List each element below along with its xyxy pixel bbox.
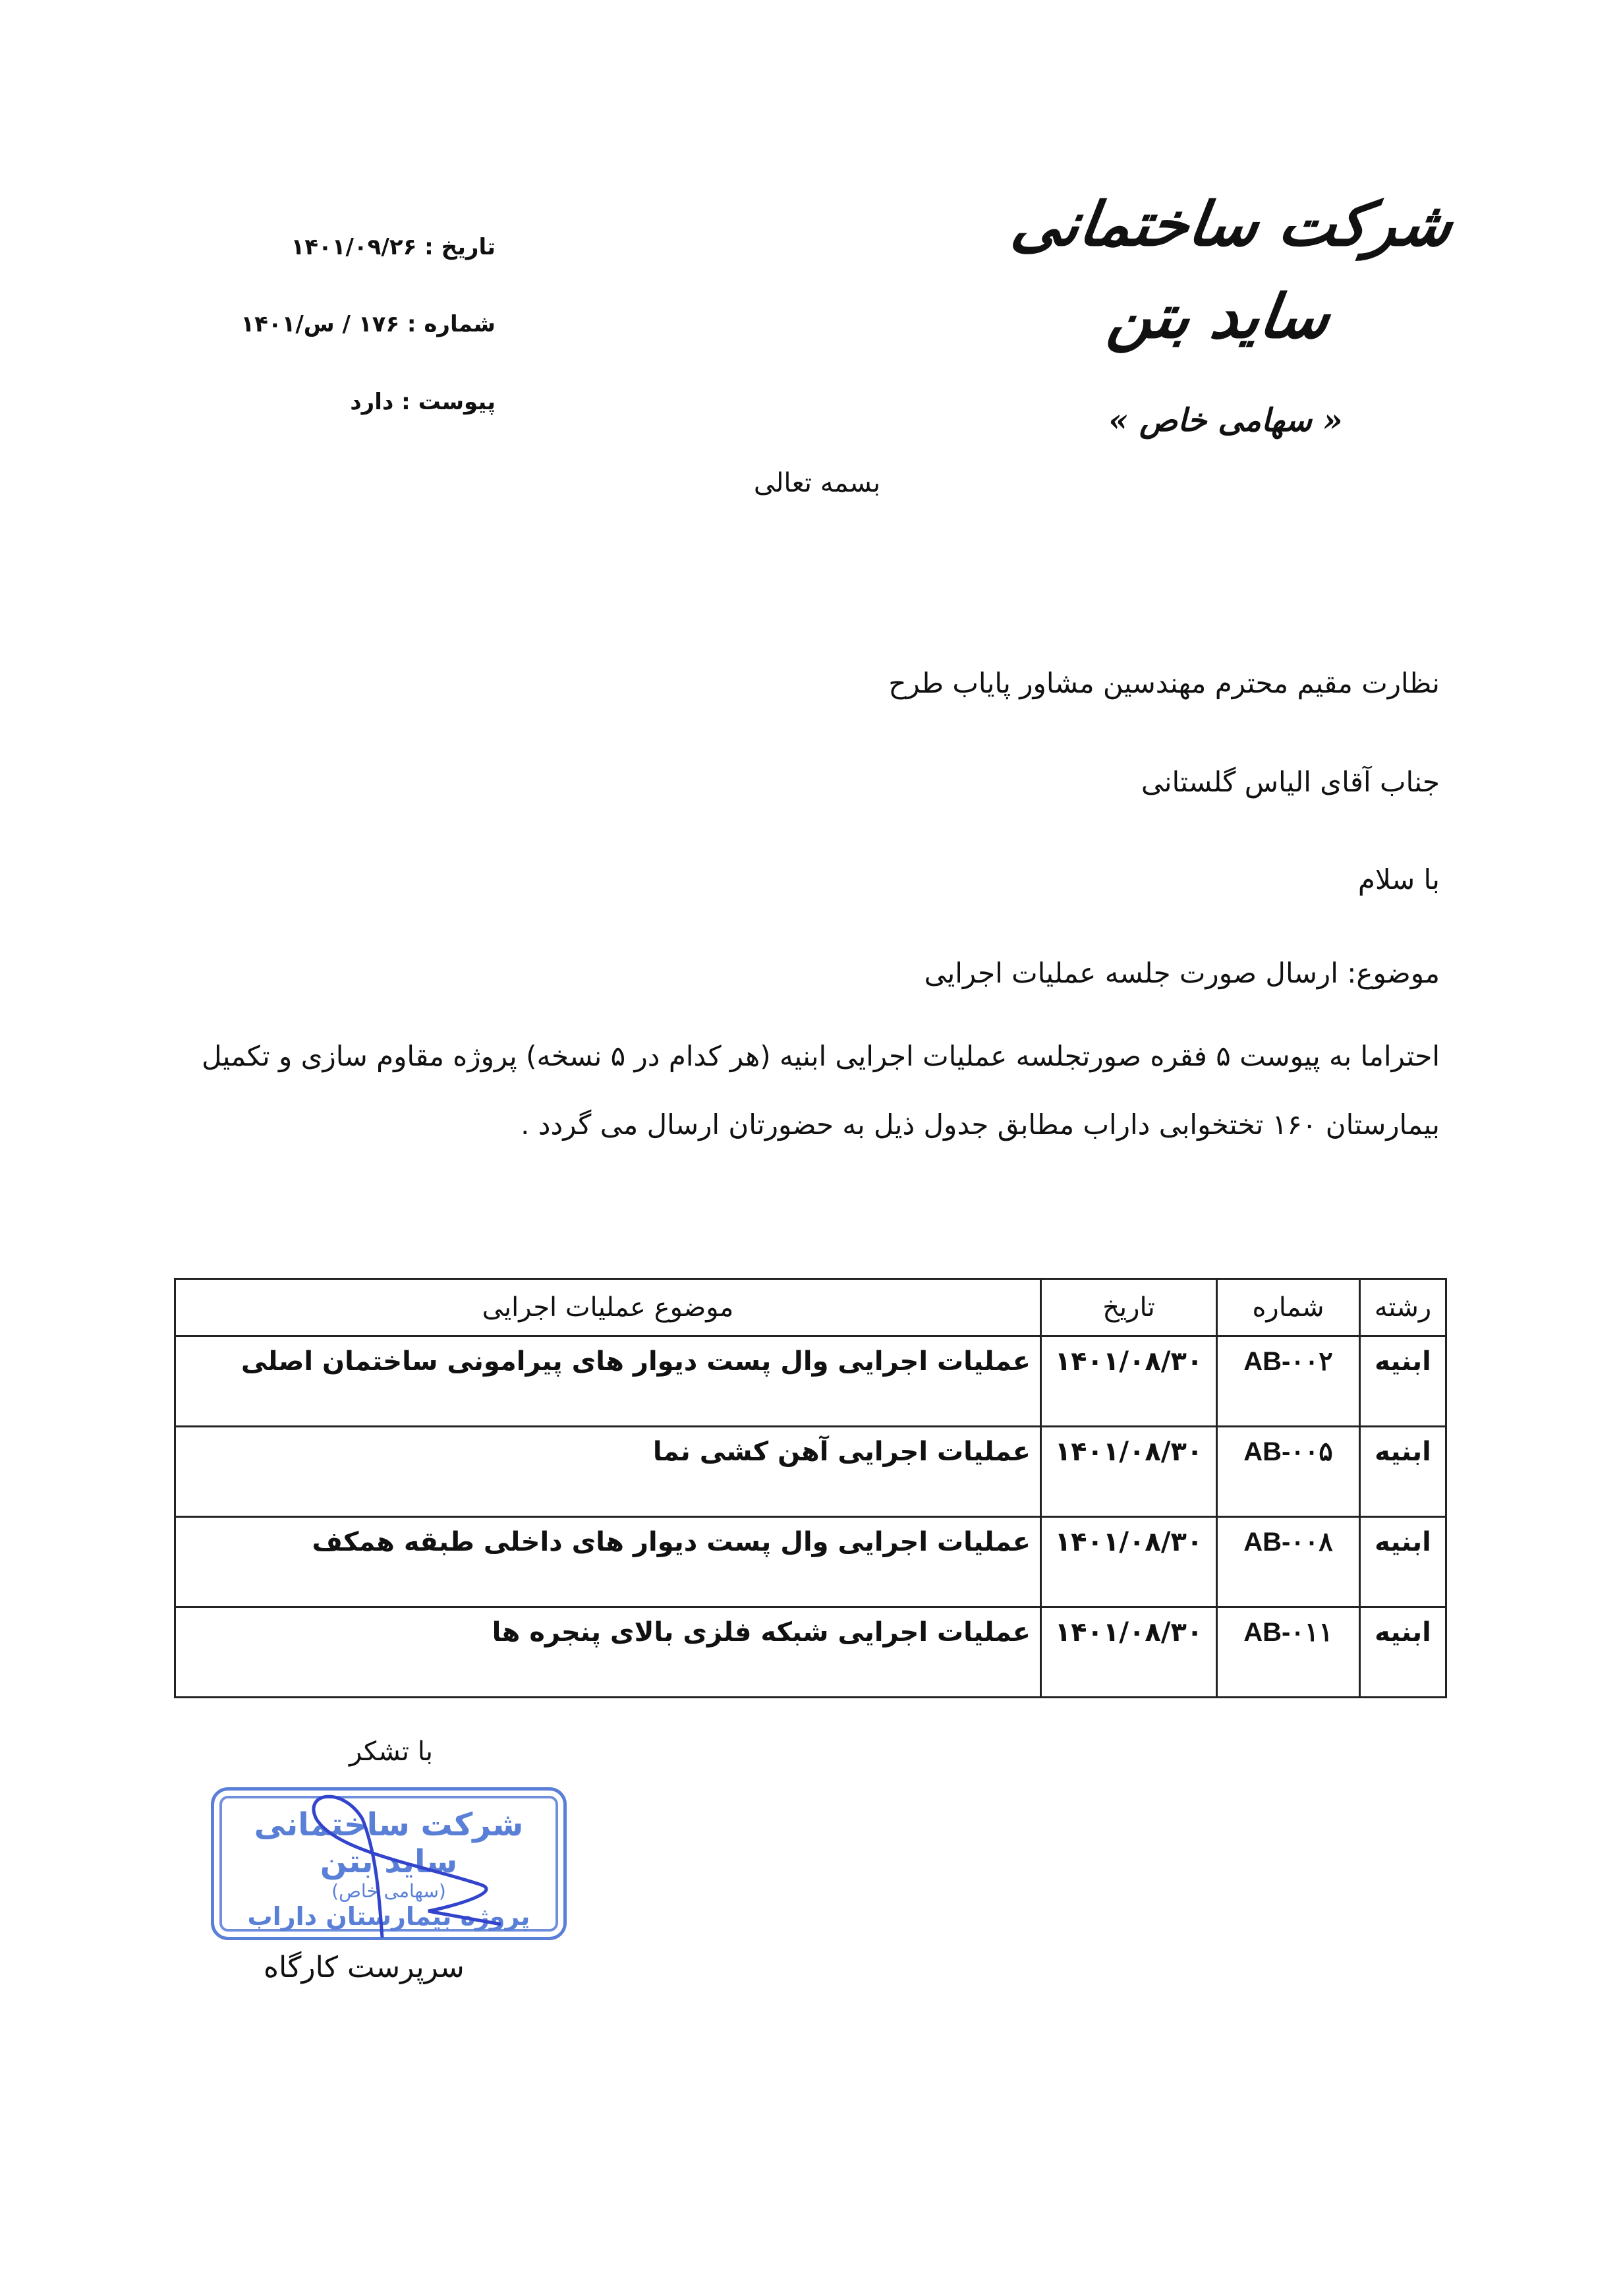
header-discipline: رشته <box>1360 1279 1446 1336</box>
cell-discipline: ابنیه <box>1360 1336 1446 1427</box>
letter-attachment: پیوست : دارد <box>350 389 496 415</box>
cell-date: ۱۴۰۱/۰۸/۳۰ <box>1041 1517 1217 1607</box>
table-header-row <box>175 1279 1446 1336</box>
stamp-company-type: (سهامی خاص) <box>331 1880 446 1902</box>
stamp-project-name: پروژه بیمارستان داراب <box>247 1902 530 1931</box>
table-row <box>175 1607 1446 1698</box>
closing-thanks: با تشکر <box>349 1736 434 1767</box>
table-row <box>175 1427 1446 1517</box>
letter-number: شماره : ۱۷۶ / س/۱۴۰۱ <box>241 311 496 337</box>
cell-subject: عملیات اجرایی آهن کشی نما <box>175 1427 1041 1517</box>
basmala-heading: بسمه تعالی <box>753 468 881 498</box>
header-number: شماره <box>1217 1279 1360 1336</box>
table-row <box>175 1517 1446 1607</box>
cell-date: ۱۴۰۱/۰۸/۳۰ <box>1041 1427 1217 1517</box>
cell-subject: عملیات اجرایی شبکه فلزی بالای پنجره ها <box>175 1607 1041 1698</box>
signer-title: سرپرست کارگاه <box>264 1951 465 1984</box>
company-name: شرکت ساختمانی ساید بتن <box>1007 188 1458 352</box>
cell-discipline: ابنیه <box>1360 1427 1446 1517</box>
header-date: تاریخ <box>1041 1279 1217 1336</box>
cell-number: AB-۰۰۲ <box>1217 1336 1360 1427</box>
stamp-company-name: شرکت ساختمانی ساید بتن <box>254 1806 524 1880</box>
recipient-person: جناب آقای الیاس گلستانی <box>1141 766 1440 798</box>
cell-date: ۱۴۰۱/۰۸/۳۰ <box>1041 1336 1217 1427</box>
company-type: « سهامی خاص » <box>1108 402 1343 439</box>
cell-subject: عملیات اجرایی وال پست دیوار های پیرامونی ساختمان اصلی <box>175 1336 1041 1427</box>
greeting: با سلام <box>1357 863 1440 896</box>
body-paragraph-line-1: احتراما به پیوست ۵ فقره صورتجلسه عملیات اجرایی ابنیه (هر کدام در ۵ نسخه) پروژه مقاوم سازی و تکمیل <box>202 1040 1440 1072</box>
header-subject: موضوع عملیات اجرایی <box>175 1279 1041 1336</box>
cell-discipline: ابنیه <box>1360 1517 1446 1607</box>
letter-date: تاریخ : ۱۴۰۱/۰۹/۲۶ <box>291 234 496 260</box>
cell-subject: عملیات اجرایی وال پست دیوار های داخلی طبقه همکف <box>175 1517 1041 1607</box>
cell-number: AB-۰۰۸ <box>1217 1517 1360 1607</box>
company-letterhead-logo <box>1002 178 1458 442</box>
cell-discipline: ابنیه <box>1360 1607 1446 1698</box>
handwritten-signature <box>264 1773 540 1944</box>
operations-table <box>174 1278 1447 1698</box>
cell-date: ۱۴۰۱/۰۸/۳۰ <box>1041 1607 1217 1698</box>
body-paragraph-line-2: بیمارستان ۱۶۰ تختخوابی داراب مطابق جدول ذیل به حضورتان ارسال می گردد . <box>521 1108 1440 1141</box>
recipient-organization: نظارت مقیم محترم مهندسین مشاور پایاب طرح <box>888 667 1440 699</box>
cell-number: AB-۰۱۱ <box>1217 1607 1360 1698</box>
subject-line: موضوع: ارسال صورت جلسه عملیات اجرایی <box>924 957 1440 989</box>
cell-number: AB-۰۰۵ <box>1217 1427 1360 1517</box>
table-row <box>175 1336 1446 1427</box>
